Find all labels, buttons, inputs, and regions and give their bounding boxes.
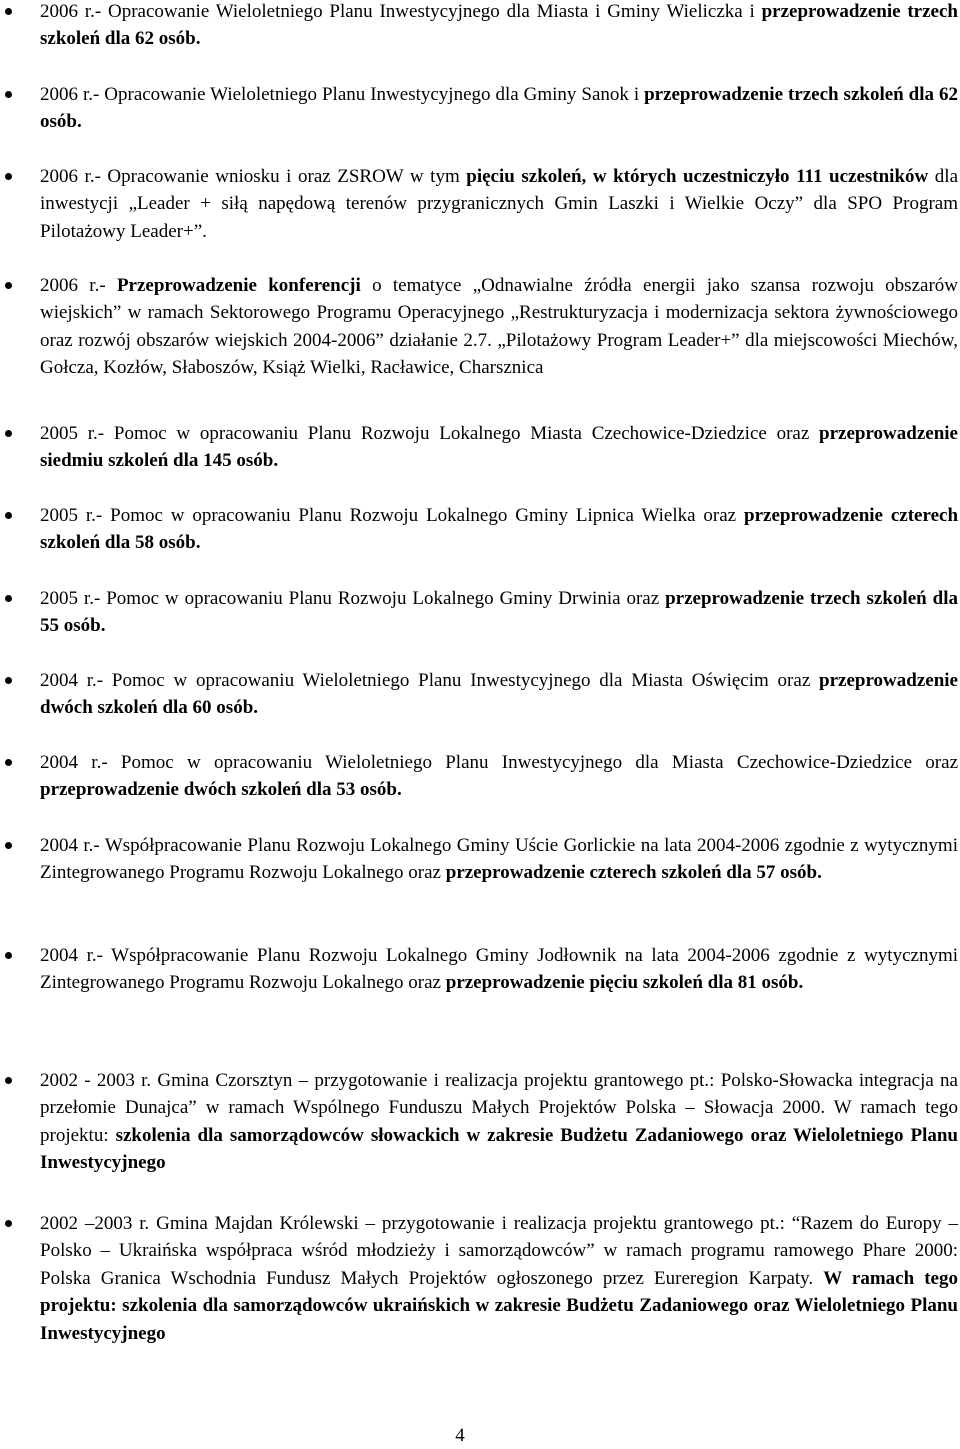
body-text: 2006 r.- Opracowanie Wieloletniego Planu Inwestycyjnego dla Gminy Sanok i — [40, 84, 645, 105]
bold-text: Przeprowadzenie konferencji — [116, 275, 361, 296]
page-number: 4 — [455, 1425, 465, 1446]
body-text: 2002 –2003 r. Gmina Majdan Królewski – przygotowanie i realizacja projektu grantowego pt.: “Razem do Europy – Polsko – Ukraińska współpraca wśród młodzieży i samorządowców” w ramach programu ramowego Phare 2000: Polska Granica Wschodnia Fundusz Małych Projektów ogłoszonego przez Eureregion Karpaty. — [40, 1213, 958, 1289]
list-item — [40, 0, 958, 53]
list-item — [40, 81, 958, 136]
bullet-icon — [5, 759, 12, 766]
bullet-icon — [5, 282, 12, 289]
bold-text: przeprowadzenie pięciu szkoleń dla 81 osób. — [445, 972, 804, 994]
list-item — [40, 749, 958, 804]
body-text: 2005 r.- Pomoc w opracowaniu Planu Rozwoju Lokalnego Miasta Czechowice-Dziedzice oraz — [40, 423, 820, 444]
bold-text: przeprowadzenie dwóch szkoleń dla 53 osób. — [40, 779, 402, 801]
body-text: 2004 r.- Współpracowanie Planu Rozwoju Lokalnego Gminy Jodłownik na lata 2004-2006 zgodnie z wytycznymi Zintegrowanego Programu Rozwoju Lokalnego oraz — [40, 945, 958, 994]
bullet-icon — [5, 1220, 12, 1227]
bold-text: szkolenia dla samorządowców słowackich w zakresie Budżetu Zadaniowego oraz Wieloletniego Planu Inwestycyjnego — [40, 1124, 958, 1174]
bullet-icon — [5, 677, 12, 684]
bold-text: pięciu szkoleń, w których uczestniczyło 111 uczestników — [466, 166, 929, 187]
bullet-icon — [5, 595, 12, 602]
list-item — [40, 942, 958, 997]
body-text: 2002 - 2003 r. Gmina Czorsztyn – przygotowanie i realizacja projektu grantowego pt.: Polsko-Słowacka integracja na przełomie Dunajca” w ramach Wspólnego Funduszu Małych Projektów Polska – Słowacja 2000. W ramach tego projektu: — [40, 1070, 958, 1146]
list-item — [40, 420, 958, 475]
body-text: 2005 r.- Pomoc w opracowaniu Planu Rozwoju Lokalnego Gminy Lipnica Wielka oraz — [40, 505, 745, 526]
body-text: 2004 r.- Pomoc w opracowaniu Wieloletniego Planu Inwestycyjnego dla Miasta Oświęcim oraz — [40, 670, 820, 691]
list-item — [40, 502, 958, 557]
body-text: dla inwestycji „Leader + siłą napędową terenów przygranicznych Gmin Laszki i Wielkie Oczy” dla SPO Program Pilotażowy Leader+”. — [40, 166, 958, 242]
bullet-icon — [5, 952, 12, 959]
body-text: o tematyce „Odnawialne źródła energii jako szansa rozwoju obszarów wiejskich” w ramach Sektorowego Programu Operacyjnego „Restrukturyzacja i modernizacja sektora żywnościowego oraz rozwój obszarów wiejskich 2004-2006” działanie 2.7. „Pilotażowy Program Leader+” dla miejscowości Miechów, Gołcza, Kozłów, Słaboszów, Książ Wielki, Racławice, Charsznica — [40, 275, 958, 379]
list-item — [40, 667, 958, 722]
list-item — [40, 585, 958, 640]
bullet-icon — [5, 1077, 12, 1084]
body-text: 2006 r.- — [40, 275, 117, 296]
bullet-icon — [5, 512, 12, 519]
bullet-icon — [5, 8, 12, 15]
body-text: 2005 r.- Pomoc w opracowaniu Planu Rozwoju Lokalnego Gminy Drwinia oraz — [40, 588, 666, 609]
bold-text: przeprowadzenie trzech szkoleń dla 55 osób. — [40, 588, 958, 637]
bold-text: przeprowadzenie trzech szkoleń dla 62 osób. — [40, 84, 958, 133]
body-text: 2004 r.- Pomoc w opracowaniu Wieloletniego Planu Inwestycyjnego dla Miasta Czechowice-Dziedzice oraz — [40, 752, 958, 773]
bold-text: przeprowadzenie czterech szkoleń dla 58 osób. — [40, 505, 959, 554]
list-item — [40, 163, 958, 245]
bullet-icon — [5, 842, 12, 849]
bold-text: przeprowadzenie czterech szkoleń dla 57 osób. — [445, 862, 822, 884]
list-item — [40, 832, 958, 887]
bullet-icon — [5, 173, 12, 180]
body-text: 2006 r.- Opracowanie wniosku i oraz ZSROW w tym — [40, 166, 467, 187]
list-item — [40, 1067, 958, 1177]
bullet-icon — [5, 430, 12, 437]
body-text: 2006 r.- Opracowanie Wieloletniego Planu Inwestycyjnego dla Miasta i Gminy Wieliczka i — [40, 1, 762, 22]
body-text: 2004 r.- Współpracowanie Planu Rozwoju Lokalnego Gminy Uście Gorlickie na lata 2004-2006 zgodnie z wytycznymi Zintegrowanego Programu Rozwoju Lokalnego oraz — [40, 835, 958, 884]
bold-text: przeprowadzenie siedmiu szkoleń dla 145 osób. — [40, 423, 958, 472]
bold-text: W ramach tego projektu: szkolenia dla samorządowców ukraińskich w zakresie Budżetu Zadaniowego oraz Wieloletniego Planu Inwestycyjnego — [40, 1267, 958, 1344]
list-item — [40, 1210, 958, 1347]
bold-text: przeprowadzenie trzech szkoleń dla 62 osób. — [40, 1, 958, 50]
bullet-icon — [5, 91, 12, 98]
bold-text: przeprowadzenie dwóch szkoleń dla 60 osób. — [40, 670, 958, 719]
list-item — [40, 272, 958, 382]
